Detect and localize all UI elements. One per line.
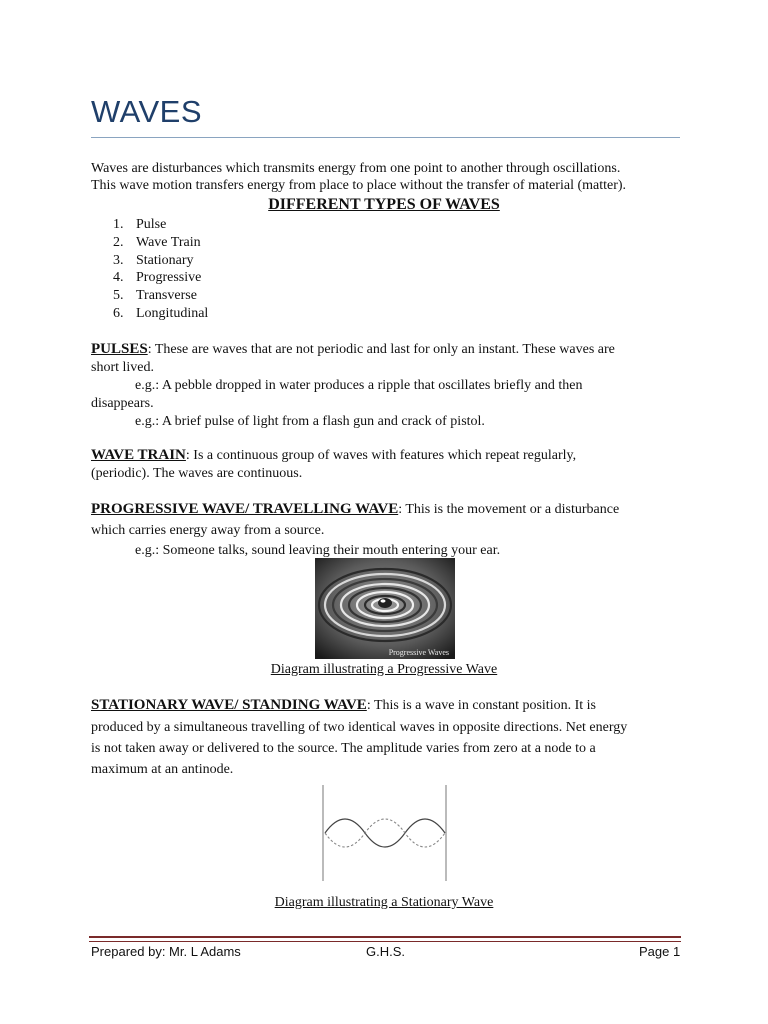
wave-trough-curve	[325, 819, 445, 847]
progressive-example: e.g.: Someone talks, sound leaving their mouth entering your ear.	[135, 543, 501, 558]
list-label: Wave Train	[136, 234, 201, 250]
progressive-term: PROGRESSIVE WAVE/ TRAVELLING WAVE	[91, 501, 399, 517]
pulses-example-2: e.g.: A brief pulse of light from a flash gun and crack of pistol.	[135, 414, 485, 429]
footer-page-number: Page 1	[639, 944, 681, 959]
list-item	[113, 269, 208, 287]
page-title: WAVES	[91, 94, 203, 129]
list-label: Transverse	[136, 288, 197, 304]
footer-rule-thick	[89, 936, 681, 938]
list-item	[113, 234, 208, 252]
footer-school: G.H.S.	[366, 944, 406, 959]
stationary-paragraph	[91, 697, 596, 714]
pulses-term: PULSES	[91, 341, 148, 357]
title-underline	[91, 137, 680, 138]
progressive-caption: Diagram illustrating a Progressive Wave	[270, 662, 498, 677]
stationary-caption: Diagram illustrating a Stationary Wave	[274, 895, 494, 910]
stationary-line-4: maximum at an antinode.	[91, 762, 234, 777]
photo-watermark: Progressive Waves	[388, 648, 449, 657]
pulses-line-2: short lived.	[91, 360, 154, 375]
list-number: 6.	[113, 305, 124, 321]
progressive-line-2: which carries energy away from a source.	[91, 523, 325, 538]
list-label: Progressive	[136, 270, 202, 286]
list-label: Stationary	[136, 252, 194, 268]
pulses-text: : These are waves that are not periodic and last for only an instant. These waves are	[147, 342, 615, 357]
wave-train-text: : Is a continuous group of waves with features which repeat regularly,	[185, 448, 577, 463]
wave-crest-curve	[325, 819, 445, 847]
stationary-line-3: is not taken away or delivered to the source. The amplitude varies from zero at a node to a	[91, 741, 596, 756]
list-number: 4.	[113, 270, 124, 286]
stationary-term: STATIONARY WAVE/ STANDING WAVE	[91, 697, 367, 713]
progressive-paragraph	[91, 501, 619, 518]
list-item	[113, 287, 208, 305]
progressive-text: : This is the movement or a disturbance	[398, 502, 620, 517]
footer-author: Prepared by: Mr. L Adams	[91, 944, 241, 959]
footer-rule-thin	[89, 941, 681, 942]
list-item	[113, 252, 208, 270]
stationary-line-2: produced by a simultaneous travelling of two identical waves in opposite directions. Net energy	[91, 720, 628, 735]
pulses-paragraph	[91, 341, 615, 358]
list-label: Longitudinal	[136, 305, 209, 321]
list-number: 1.	[113, 217, 124, 232]
stationary-wave-diagram	[318, 783, 450, 883]
intro-line-1: Waves are disturbances which transmits energy from one point to another through oscillations.	[91, 161, 621, 176]
list-number: 3.	[113, 252, 124, 268]
list-label: Pulse	[136, 217, 167, 232]
list-number: 5.	[113, 288, 124, 304]
list-item	[113, 305, 208, 323]
intro-line-2: This wave motion transfers energy from place to place without the transfer of material (matter).	[91, 178, 627, 193]
pulses-example-1-cont: disappears.	[91, 396, 154, 411]
types-heading: DIFFERENT TYPES OF WAVES	[268, 196, 500, 213]
list-number: 2.	[113, 234, 124, 250]
wave-train-line-2: (periodic). The waves are continuous.	[91, 466, 303, 481]
wave-train-term: WAVE TRAIN	[91, 447, 186, 463]
stationary-text: : This is a wave in constant position. It is	[366, 698, 596, 713]
types-list	[113, 216, 208, 323]
progressive-wave-photo	[315, 558, 455, 659]
list-item	[113, 216, 208, 234]
pulses-example-1: e.g.: A pebble dropped in water produces a ripple that oscillates briefly and then	[135, 378, 583, 393]
wave-train-paragraph	[91, 447, 576, 464]
